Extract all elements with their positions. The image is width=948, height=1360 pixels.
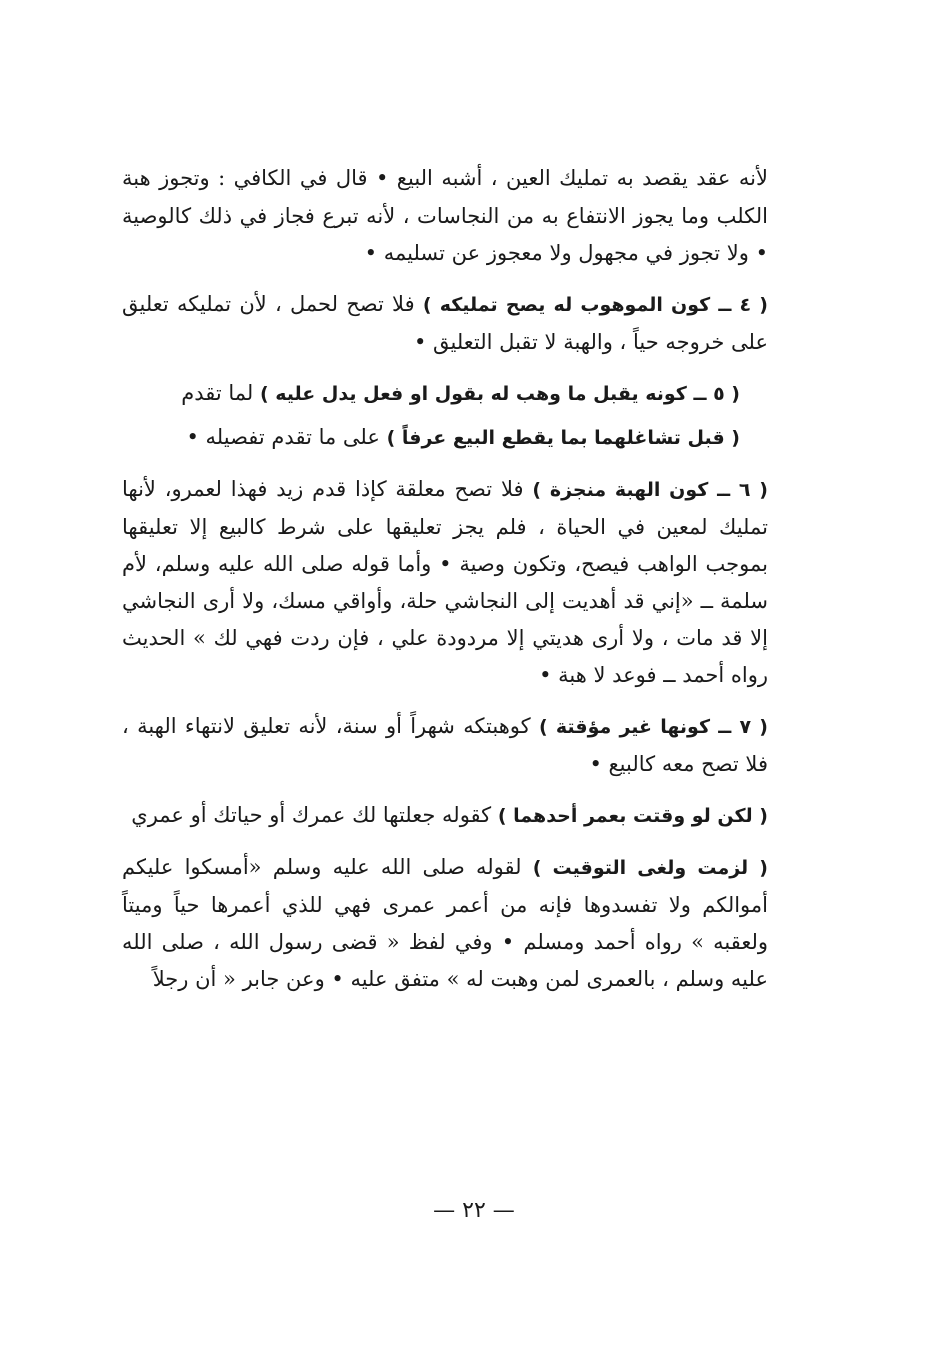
paragraph-2-text: فلا تصح لحمل ، لأن تمليكه تعليق على خروجه حياً ، والهبة لا تقبل التعليق • bbox=[122, 292, 768, 354]
paragraph-7-text: كقوله جعلتها لك عمرك أو حياتك أو عمري bbox=[131, 803, 498, 827]
paragraph-2-heading: ( ٤ ــ كون الموهوب له يصح تمليكه ) bbox=[422, 294, 768, 316]
paragraph-7 bbox=[122, 797, 768, 835]
paragraph-3-heading: ( ٥ ــ كونه يقبل ما وهب له بقول او فعل يدل عليه ) bbox=[259, 383, 740, 405]
paragraph-4-text: على ما تقدم تفصيله • bbox=[186, 425, 387, 449]
paragraph-5-heading: ( ٦ ــ كون الهبة منجزة ) bbox=[532, 479, 768, 501]
page-number: — ٢٢ — bbox=[433, 1198, 515, 1223]
paragraph-8-text: لقوله صلى الله عليه وسلم «أمسكوا عليكم أموالكم ولا تفسدوها فإنه من أعمر عمرى فهي للذي أعمرها حياً وميتاً ولعقبه » رواه أحمد ومسلم • وفي لفظ « قضى رسول الله ، صلى الله عليه وسلم ، بالعمرى لمن وهبت له » متفق عليه • وعن جابر « أن رجلاً bbox=[122, 855, 768, 991]
paragraph-2 bbox=[122, 286, 768, 361]
paragraph-1 bbox=[122, 160, 768, 272]
paragraph-5 bbox=[122, 471, 768, 694]
paragraph-1-text: لأنه عقد يقصد به تمليك العين ، أشبه البيع • قال في الكافي : وتجوز هبة الكلب وما يجوز الانتفاع به من النجاسات ، لأنه تبرع فجاز في ذلك كالوصية • ولا تجوز في مجهول ولا معجوز عن تسليمه • bbox=[122, 166, 768, 265]
paragraph-3-text: لما تقدم bbox=[181, 381, 260, 405]
paragraph-3 bbox=[122, 375, 768, 413]
paragraph-5-text: فلا تصح معلقة كإذا قدم زيد فهذا لعمرو، لأنها تمليك لمعين في الحياة ، فلم يجز تعليقها على شرط كالبيع إلا تعليقها بموجب الواهب فيصح، وتكون وصية • وأما قوله صلى الله عليه وسلم، لأم سلمة ــ «إني قد أهديت إلى النجاشي حلة، وأواقي مسك، ولا أرى النجاشي إلا قد مات ، ولا أرى هديتي إلا مردودة علي ، فإن ردت فهي لك » الحديث رواه أحمد ــ فوعد لا هبة • bbox=[122, 477, 768, 687]
paragraph-8 bbox=[122, 849, 768, 998]
paragraph-6-heading: ( ٧ ــ كونها غير مؤقتة ) bbox=[538, 716, 768, 738]
paragraph-7-heading: ( لكن لو وقتت بعمر أحدهما ) bbox=[497, 805, 768, 827]
paragraph-4-heading: ( قبل تشاغلهما بما يقطع البيع عرفاً ) bbox=[386, 427, 740, 449]
page-body bbox=[122, 160, 768, 1012]
paragraph-4 bbox=[122, 419, 768, 457]
paragraph-8-heading: ( لزمت ولغى التوقيت ) bbox=[532, 857, 768, 879]
paragraph-6-text: كوهبتكه شهراً أو سنة، لأنه تعليق لانتهاء الهبة ، فلا تصح معه كالبيع • bbox=[122, 714, 768, 776]
paragraph-6 bbox=[122, 708, 768, 783]
